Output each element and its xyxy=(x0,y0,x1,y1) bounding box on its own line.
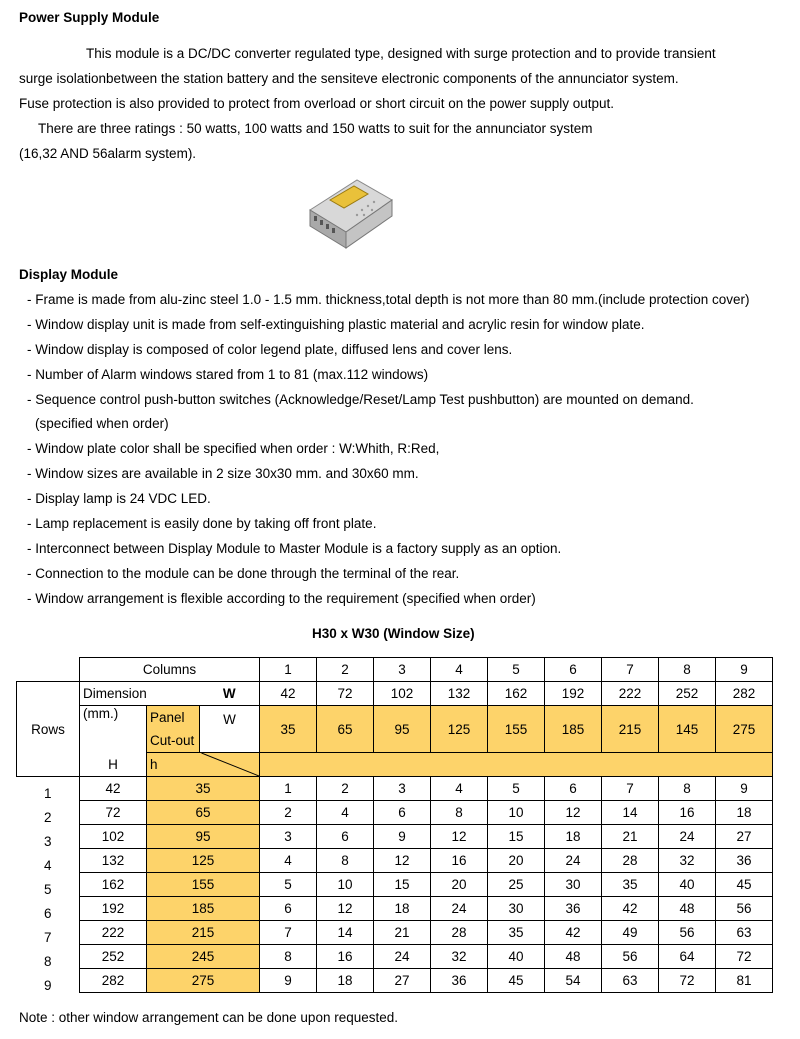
h-value: 102 xyxy=(80,825,147,849)
panel-label: Panel xyxy=(147,706,200,730)
w-value: 252 xyxy=(659,682,716,706)
table-cell: 32 xyxy=(431,945,488,969)
display-bullet: - Connection to the module can be done through the terminal of the rear. xyxy=(27,566,460,581)
column-number: 4 xyxy=(431,658,488,682)
table-cell: 16 xyxy=(659,801,716,825)
h-value: 252 xyxy=(80,945,147,969)
h-value: 162 xyxy=(80,873,147,897)
column-number: 9 xyxy=(716,658,773,682)
table-cell: 35 xyxy=(602,873,659,897)
power-section-title: Power Supply Module xyxy=(19,10,160,25)
table-cell: 15 xyxy=(488,825,545,849)
table-cell: 7 xyxy=(602,777,659,801)
cutout-h-value: 185 xyxy=(147,897,260,921)
h-value: 72 xyxy=(80,801,147,825)
display-bullet: - Display lamp is 24 VDC LED. xyxy=(27,491,211,506)
w-value: 162 xyxy=(488,682,545,706)
column-number: 7 xyxy=(602,658,659,682)
table-cell: 14 xyxy=(317,921,374,945)
table-cell: 2 xyxy=(317,777,374,801)
table-cell: 8 xyxy=(659,777,716,801)
table-cell: 10 xyxy=(488,801,545,825)
table-cell: 18 xyxy=(545,825,602,849)
table-cell: 9 xyxy=(716,777,773,801)
table-cell: 40 xyxy=(488,945,545,969)
w-value: 132 xyxy=(431,682,488,706)
table-cell: 25 xyxy=(488,873,545,897)
table-cell: 18 xyxy=(374,897,431,921)
column-number: 8 xyxy=(659,658,716,682)
row-number: 4 xyxy=(43,857,52,873)
column-number: 1 xyxy=(260,658,317,682)
table-cell: 3 xyxy=(374,777,431,801)
table-corner-blank xyxy=(17,658,80,682)
table-cell: 28 xyxy=(431,921,488,945)
columns-header: Columns xyxy=(80,658,260,682)
table-cell: 6 xyxy=(374,801,431,825)
table-cell: 5 xyxy=(488,777,545,801)
table-cell: 24 xyxy=(431,897,488,921)
w-value: 222 xyxy=(602,682,659,706)
cutout-w-value: 215 xyxy=(602,706,659,753)
h-small-text: h xyxy=(150,757,158,772)
h-value: 132 xyxy=(80,849,147,873)
h-value: 282 xyxy=(80,969,147,993)
table-cell: 4 xyxy=(317,801,374,825)
table-cell: 30 xyxy=(545,873,602,897)
column-number: 3 xyxy=(374,658,431,682)
cutout-h-value: 95 xyxy=(147,825,260,849)
row-number: 9 xyxy=(43,977,52,993)
table-cell: 63 xyxy=(716,921,773,945)
cutout-w-value: 125 xyxy=(431,706,488,753)
table-cell: 8 xyxy=(431,801,488,825)
rows-header: Rows xyxy=(17,682,80,777)
row-number: 7 xyxy=(43,929,52,945)
table-cell: 2 xyxy=(260,801,317,825)
table-cell: 7 xyxy=(260,921,317,945)
cutout-spacer xyxy=(260,753,773,777)
display-bullet: - Window plate color shall be specified when order : W:Whith, R:Red, xyxy=(27,441,440,456)
table-cell: 36 xyxy=(431,969,488,993)
row-number: 2 xyxy=(43,809,52,825)
table-cell: 63 xyxy=(602,969,659,993)
display-bullet: - Interconnect between Display Module to Master Module is a factory supply as an option. xyxy=(27,541,562,556)
cutout-w-value: 95 xyxy=(374,706,431,753)
cutout-h-value: 245 xyxy=(147,945,260,969)
cutout-label: Cut-out xyxy=(147,729,200,753)
table-cell: 8 xyxy=(260,945,317,969)
h-label: H xyxy=(80,753,147,777)
cutout-h-value: 275 xyxy=(147,969,260,993)
table-cell: 18 xyxy=(716,801,773,825)
table-cell: 48 xyxy=(659,897,716,921)
table-cell: 12 xyxy=(545,801,602,825)
table-cell: 56 xyxy=(602,945,659,969)
table-cell: 16 xyxy=(431,849,488,873)
display-bullet: - Sequence control push-button switches (Acknowledge/Reset/Lamp Test pushbutton) are mounted on demand. xyxy=(27,392,694,407)
table-cell: 72 xyxy=(659,969,716,993)
table-cell: 20 xyxy=(488,849,545,873)
table-cell: 24 xyxy=(659,825,716,849)
table-note: Note : other window arrangement can be done upon requested. xyxy=(19,1010,399,1025)
dimension-label: Dimension xyxy=(80,682,200,706)
cutout-h-value: 215 xyxy=(147,921,260,945)
power-paragraph-line: There are three ratings : 50 watts, 100 watts and 150 watts to suit for the annunciator system xyxy=(38,121,593,136)
table-cell: 20 xyxy=(431,873,488,897)
table-cell: 36 xyxy=(716,849,773,873)
cutout-w-label: W xyxy=(200,706,260,753)
display-bullet: - Lamp replacement is easily done by taking off front plate. xyxy=(27,516,377,531)
column-number: 6 xyxy=(545,658,602,682)
table-cell: 9 xyxy=(374,825,431,849)
row-number: 8 xyxy=(43,953,52,969)
table-cell: 30 xyxy=(488,897,545,921)
table-cell: 14 xyxy=(602,801,659,825)
h-value: 192 xyxy=(80,897,147,921)
cutout-h-value: 35 xyxy=(147,777,260,801)
display-bullet: - Number of Alarm windows stared from 1 to 81 (max.112 windows) xyxy=(27,367,429,382)
window-size-table xyxy=(16,657,773,993)
display-bullet: - Window display unit is made from self-extinguishing plastic material and acrylic resin for window plate. xyxy=(27,317,645,332)
mm-label: (mm.) xyxy=(80,706,147,753)
table-cell: 81 xyxy=(716,969,773,993)
table-cell: 45 xyxy=(716,873,773,897)
power-paragraph-line: This module is a DC/DC converter regulated type, designed with surge protection and to provide transient xyxy=(86,46,716,61)
table-cell: 6 xyxy=(545,777,602,801)
table-cell: 32 xyxy=(659,849,716,873)
table-cell: 15 xyxy=(374,873,431,897)
table-cell: 27 xyxy=(374,969,431,993)
table-cell: 56 xyxy=(659,921,716,945)
table-cell: 54 xyxy=(545,969,602,993)
power-paragraph-line: Fuse protection is also provided to protect from overload or short circuit on the power supply output. xyxy=(19,96,615,111)
table-cell: 12 xyxy=(374,849,431,873)
cutout-h-value: 125 xyxy=(147,849,260,873)
display-bullet-continuation: (specified when order) xyxy=(35,416,169,431)
cutout-w-value: 275 xyxy=(716,706,773,753)
w-value: 42 xyxy=(260,682,317,706)
display-bullet: - Window arrangement is flexible according to the requirement (specified when order) xyxy=(27,591,536,606)
display-bullet: - Frame is made from alu-zinc steel 1.0 - 1.5 mm. thickness,total depth is not more than 80 mm.(include protection cover) xyxy=(27,292,750,307)
table-cell: 5 xyxy=(260,873,317,897)
column-number: 2 xyxy=(317,658,374,682)
display-bullet: - Window sizes are available in 2 size 30x30 mm. and 30x60 mm. xyxy=(27,466,419,481)
table-cell: 8 xyxy=(317,849,374,873)
table-cell: 40 xyxy=(659,873,716,897)
table-cell: 16 xyxy=(317,945,374,969)
table-cell: 3 xyxy=(260,825,317,849)
table-cell: 35 xyxy=(488,921,545,945)
power-paragraph-line: (16,32 AND 56alarm system). xyxy=(19,146,197,161)
table-cell: 12 xyxy=(317,897,374,921)
table-cell: 72 xyxy=(716,945,773,969)
table-cell: 4 xyxy=(431,777,488,801)
cutout-w-value: 65 xyxy=(317,706,374,753)
table-cell: 4 xyxy=(260,849,317,873)
row-number: 6 xyxy=(43,905,52,921)
row-number: 3 xyxy=(43,833,52,849)
h-value: 42 xyxy=(80,777,147,801)
cutout-w-value: 155 xyxy=(488,706,545,753)
table-cell: 21 xyxy=(602,825,659,849)
power-supply-image xyxy=(302,170,394,252)
table-cell: 56 xyxy=(716,897,773,921)
cutout-w-value: 185 xyxy=(545,706,602,753)
w-label: W xyxy=(200,682,260,706)
w-value: 102 xyxy=(374,682,431,706)
table-cell: 28 xyxy=(602,849,659,873)
display-section-title: Display Module xyxy=(19,267,119,282)
table-cell: 1 xyxy=(260,777,317,801)
table-cell: 12 xyxy=(431,825,488,849)
table-title: H30 x W30 (Window Size) xyxy=(312,626,475,641)
w-value: 72 xyxy=(317,682,374,706)
table-cell: 24 xyxy=(545,849,602,873)
h-small-label xyxy=(147,753,260,777)
table-cell: 24 xyxy=(374,945,431,969)
power-paragraph-line: surge isolationbetween the station battery and the sensiteve electronic components of the annunciator system. xyxy=(19,71,679,86)
row-number: 1 xyxy=(43,785,52,801)
table-cell: 18 xyxy=(317,969,374,993)
cutout-h-value: 65 xyxy=(147,801,260,825)
cutout-w-value: 145 xyxy=(659,706,716,753)
table-cell: 9 xyxy=(260,969,317,993)
display-bullet: - Window display is composed of color legend plate, diffused lens and cover lens. xyxy=(27,342,513,357)
table-cell: 42 xyxy=(545,921,602,945)
table-cell: 64 xyxy=(659,945,716,969)
table-cell: 21 xyxy=(374,921,431,945)
table-cell: 49 xyxy=(602,921,659,945)
w-value: 192 xyxy=(545,682,602,706)
table-cell: 27 xyxy=(716,825,773,849)
h-value: 222 xyxy=(80,921,147,945)
diagonal-divider xyxy=(147,753,259,776)
table-cell: 36 xyxy=(545,897,602,921)
table-cell: 6 xyxy=(317,825,374,849)
table-cell: 45 xyxy=(488,969,545,993)
cutout-h-value: 155 xyxy=(147,873,260,897)
table-cell: 42 xyxy=(602,897,659,921)
table-cell: 6 xyxy=(260,897,317,921)
cutout-w-value: 35 xyxy=(260,706,317,753)
column-number: 5 xyxy=(488,658,545,682)
row-number: 5 xyxy=(43,881,52,897)
table-cell: 10 xyxy=(317,873,374,897)
w-value: 282 xyxy=(716,682,773,706)
table-cell: 48 xyxy=(545,945,602,969)
